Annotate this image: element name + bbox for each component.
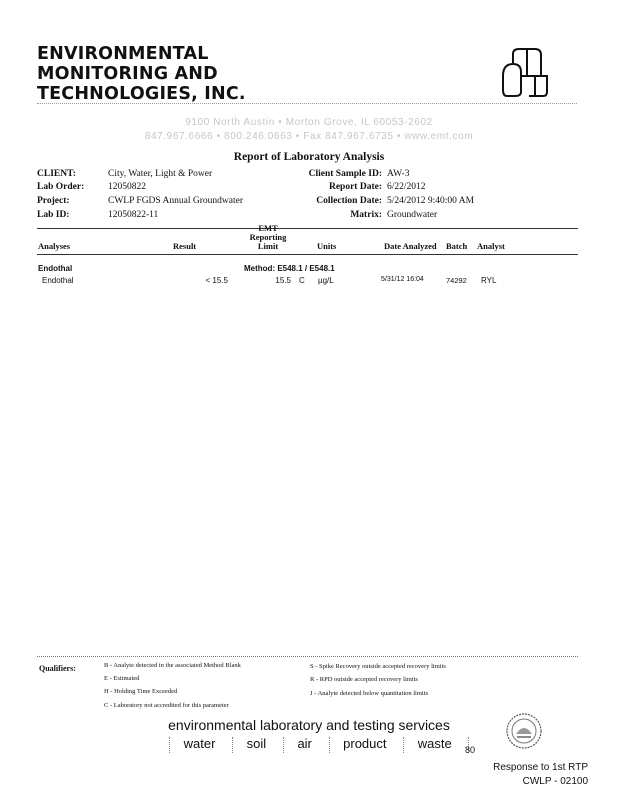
company-name	[37, 44, 246, 104]
address-line: 9100 North Austin • Morton Grove, IL 60053-2602	[185, 117, 433, 128]
project-label: Project:	[37, 196, 70, 206]
report-date-label: Report Date:	[328, 182, 382, 192]
table-top-rule	[37, 228, 578, 229]
client-value: City, Water, Light & Power	[108, 169, 213, 179]
project-value: CWLP FGDS Annual Groundwater	[108, 196, 244, 206]
client-label: CLIENT:	[37, 169, 76, 179]
qualifier-c: C - Laboratory not accredited for this parameter	[104, 702, 229, 709]
response-note	[493, 761, 588, 789]
row-date-analyzed: 5/31/12 16:04	[381, 276, 424, 283]
category-air: air	[297, 736, 312, 751]
page-number: 80	[465, 745, 476, 755]
row-units: µg/L	[318, 276, 334, 285]
col-units: Units	[317, 241, 337, 251]
report-title: Report of Laboratory Analysis	[233, 151, 385, 163]
group-method: Method: E548.1 / E548.1	[244, 264, 335, 273]
response-line1: Response to 1st RTP	[493, 762, 588, 773]
company-name-line1: ENVIRONMENTAL	[37, 44, 209, 64]
lab-order-label: Lab Order:	[37, 182, 85, 192]
category-product: product	[343, 736, 387, 751]
qualifier-h: H - Holding Time Exceeded	[104, 688, 178, 695]
company-name-line3: TECHNOLOGIES, INC.	[37, 84, 246, 104]
collection-date-value: 5/24/2012 9:40:00 AM	[387, 196, 475, 206]
row-limit: 15.5	[275, 276, 291, 285]
col-emt: EMT	[258, 223, 278, 233]
lab-id-label: Lab ID:	[37, 210, 70, 220]
category-separator	[329, 737, 331, 753]
row-result: < 15.5	[205, 276, 228, 285]
company-name-line2: MONITORING AND	[37, 64, 218, 84]
contact-line: 847.967.6666 • 800.246.0663 • Fax 847.967.6735 • www.emt.com	[144, 131, 474, 142]
col-limit: Limit	[257, 241, 279, 251]
table-row	[0, 276, 618, 288]
row-batch: 74292	[446, 276, 467, 285]
qualifier-e: E - Estimated	[104, 675, 140, 682]
category-water: water	[183, 736, 216, 751]
category-separator	[283, 737, 285, 753]
report-date-value: 6/22/2012	[387, 182, 426, 192]
collection-date-label: Collection Date:	[316, 196, 382, 206]
response-line2: CWLP - 02100	[522, 776, 588, 787]
category-separator	[169, 737, 171, 753]
table-header-rule	[37, 254, 578, 255]
qualifier-b: B - Analyte detected in the associated Method Blank	[104, 662, 241, 669]
tagline: environmental laboratory and testing services	[168, 717, 450, 733]
col-result: Result	[173, 241, 197, 251]
col-reporting-limit	[238, 224, 298, 251]
col-reporting: Reporting	[249, 232, 287, 242]
col-date-analyzed: Date Analyzed	[384, 241, 437, 251]
col-analyses: Analyses	[38, 241, 71, 251]
category-separator	[403, 737, 405, 753]
col-batch: Batch	[446, 241, 468, 251]
client-sample-id-value: AW-3	[387, 169, 410, 179]
category-soil: soil	[246, 736, 267, 751]
footer-divider	[37, 656, 578, 657]
row-qualifier: C	[299, 276, 305, 285]
matrix-label: Matrix:	[350, 210, 382, 220]
emt-monogram-icon	[499, 46, 551, 98]
qualifier-s: S - Spike Recovery outside accepted recovery limits	[310, 663, 446, 670]
service-categories	[160, 736, 479, 753]
category-separator	[232, 737, 234, 753]
header-divider	[37, 103, 577, 104]
lab-id-value: 12050822-11	[108, 210, 159, 220]
qualifier-r: R - RPD outside accepted recovery limits	[310, 676, 418, 683]
qualifier-j: J - Analyte detected below quantitation limits	[310, 690, 429, 697]
group-name: Endothal	[38, 264, 73, 273]
qualifiers-title: Qualifiers:	[39, 664, 76, 673]
lab-order-value: 12050822	[108, 182, 146, 192]
client-sample-id-label: Client Sample ID:	[308, 169, 382, 179]
col-analyst: Analyst	[477, 241, 505, 251]
row-analyte: Endothal	[42, 276, 74, 285]
accreditation-seal-icon	[505, 712, 543, 750]
category-waste: waste	[417, 736, 452, 751]
row-analyst: RYL	[481, 276, 497, 285]
matrix-value: Groundwater	[387, 210, 438, 220]
